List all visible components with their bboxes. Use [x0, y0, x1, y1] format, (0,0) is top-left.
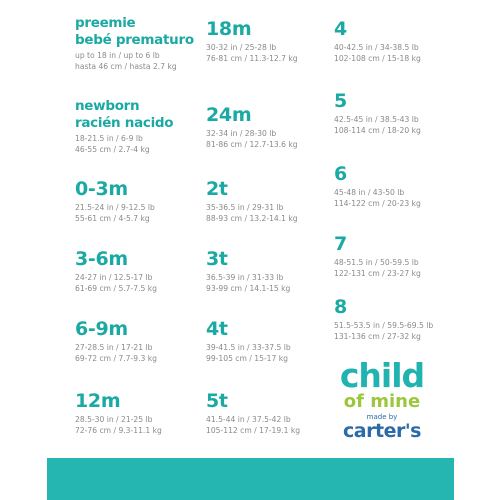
logo-child-text: child — [339, 356, 425, 395]
size-entry — [206, 320, 291, 364]
size-entry — [75, 15, 194, 72]
size-label: 2t — [206, 178, 228, 200]
size-measurement: 42.5-45 in / 38.5-43 lb — [334, 115, 419, 124]
size-measurement: 51.5-53.5 in / 59.5-69.5 lb — [334, 321, 434, 330]
size-label: 12m — [75, 390, 121, 412]
size-label: 4t — [206, 318, 228, 340]
size-label: 3-6m — [75, 248, 128, 270]
size-entry — [206, 392, 300, 436]
size-measurement: 88-93 cm / 13.2-14.1 kg — [206, 213, 298, 223]
size-entry — [206, 250, 290, 294]
size-measurement: 93-99 cm / 14.1-15 kg — [206, 283, 291, 293]
size-measurement: 99-105 cm / 15-17 kg — [206, 353, 288, 363]
size-measurement: 61-69 cm / 5.7-7.5 kg — [75, 283, 157, 293]
size-entry — [206, 180, 298, 224]
size-measurement: 30-32 in / 25-28 lb — [206, 43, 277, 52]
size-label: 24m — [206, 104, 252, 126]
size-measurement: 21.5-24 in / 9-12.5 lb — [75, 203, 155, 212]
size-measurement: 105-112 cm / 17-19.1 kg — [206, 425, 301, 435]
size-label: 3t — [206, 248, 228, 270]
size-measurement: 122-131 cm / 23-27 kg — [334, 268, 421, 278]
size-entry — [206, 20, 298, 64]
size-label: 7 — [334, 233, 347, 255]
size-measurement: 32-34 in / 28-30 lb — [206, 129, 277, 138]
size-label: 18m — [206, 18, 252, 40]
size-entry — [334, 235, 421, 279]
size-measurement: 45-48 in / 43-50 lb — [334, 188, 405, 197]
size-measurement: 24-27 in / 12.5-17 lb — [75, 273, 153, 282]
size-label: 6 — [334, 163, 347, 185]
size-label: bebé prematuro — [75, 32, 194, 48]
size-entry — [334, 20, 421, 64]
logo-carters-text: carter's — [343, 420, 421, 442]
size-label: newborn — [75, 98, 140, 114]
size-measurement: 55-61 cm / 4-5.7 kg — [75, 213, 150, 223]
size-label: racién nacido — [75, 115, 174, 131]
size-entry — [334, 165, 421, 209]
size-measurement: 108-114 cm / 18-20 kg — [334, 125, 421, 135]
child-of-mine-logo — [332, 356, 432, 442]
size-label: 5 — [334, 90, 347, 112]
size-measurement: 27-28.5 in / 17-21 lb — [75, 343, 153, 352]
size-measurement: 35-36.5 in / 29-31 lb — [206, 203, 284, 212]
size-measurement: 69-72 cm / 7.7-9.3 kg — [75, 353, 157, 363]
size-measurement: 48-51.5 in / 50-59.5 lb — [334, 258, 419, 267]
size-measurement: hasta 46 cm / hasta 2.7 kg — [75, 61, 177, 71]
size-entry — [334, 298, 433, 342]
size-measurement: 40-42.5 in / 34-38.5 lb — [334, 43, 419, 52]
logo-made-by-text: made by — [366, 413, 398, 421]
size-measurement: 131-136 cm / 27-32 kg — [334, 331, 421, 341]
size-entry — [206, 106, 298, 150]
size-entry — [75, 250, 157, 294]
size-measurement: 81-86 cm / 12.7-13.6 kg — [206, 139, 298, 149]
size-measurement: 28.5-30 in / 21-25 lb — [75, 415, 153, 424]
size-label: 0-3m — [75, 178, 128, 200]
logo-of-mine-text: of mine — [343, 391, 421, 412]
size-label: preemie — [75, 15, 136, 31]
size-measurement: 46-55 cm / 2.7-4 kg — [75, 144, 150, 154]
size-entry — [75, 320, 157, 364]
size-entry — [75, 180, 155, 224]
size-measurement: 36.5-39 in / 31-33 lb — [206, 273, 284, 282]
size-measurement: 18-21.5 in / 6-9 lb — [75, 134, 143, 143]
size-measurement: up to 18 in / up to 6 lb — [75, 51, 160, 60]
size-entry — [75, 392, 162, 436]
size-measurement: 41.5-44 in / 37.5-42 lb — [206, 415, 291, 424]
size-label: 8 — [334, 296, 347, 318]
footer-bar — [47, 458, 454, 500]
size-label: 4 — [334, 18, 347, 40]
size-measurement: 76-81 cm / 11.3-12.7 kg — [206, 53, 298, 63]
size-measurement: 72-76 cm / 9.3-11.1 kg — [75, 425, 162, 435]
size-entry — [334, 92, 421, 136]
size-measurement: 114-122 cm / 20-23 kg — [334, 198, 421, 208]
size-measurement: 102-108 cm / 15-18 kg — [334, 53, 421, 63]
size-label: 6-9m — [75, 318, 128, 340]
size-label: 5t — [206, 390, 228, 412]
size-entry — [75, 98, 173, 155]
size-measurement: 39-41.5 in / 33-37.5 lb — [206, 343, 291, 352]
